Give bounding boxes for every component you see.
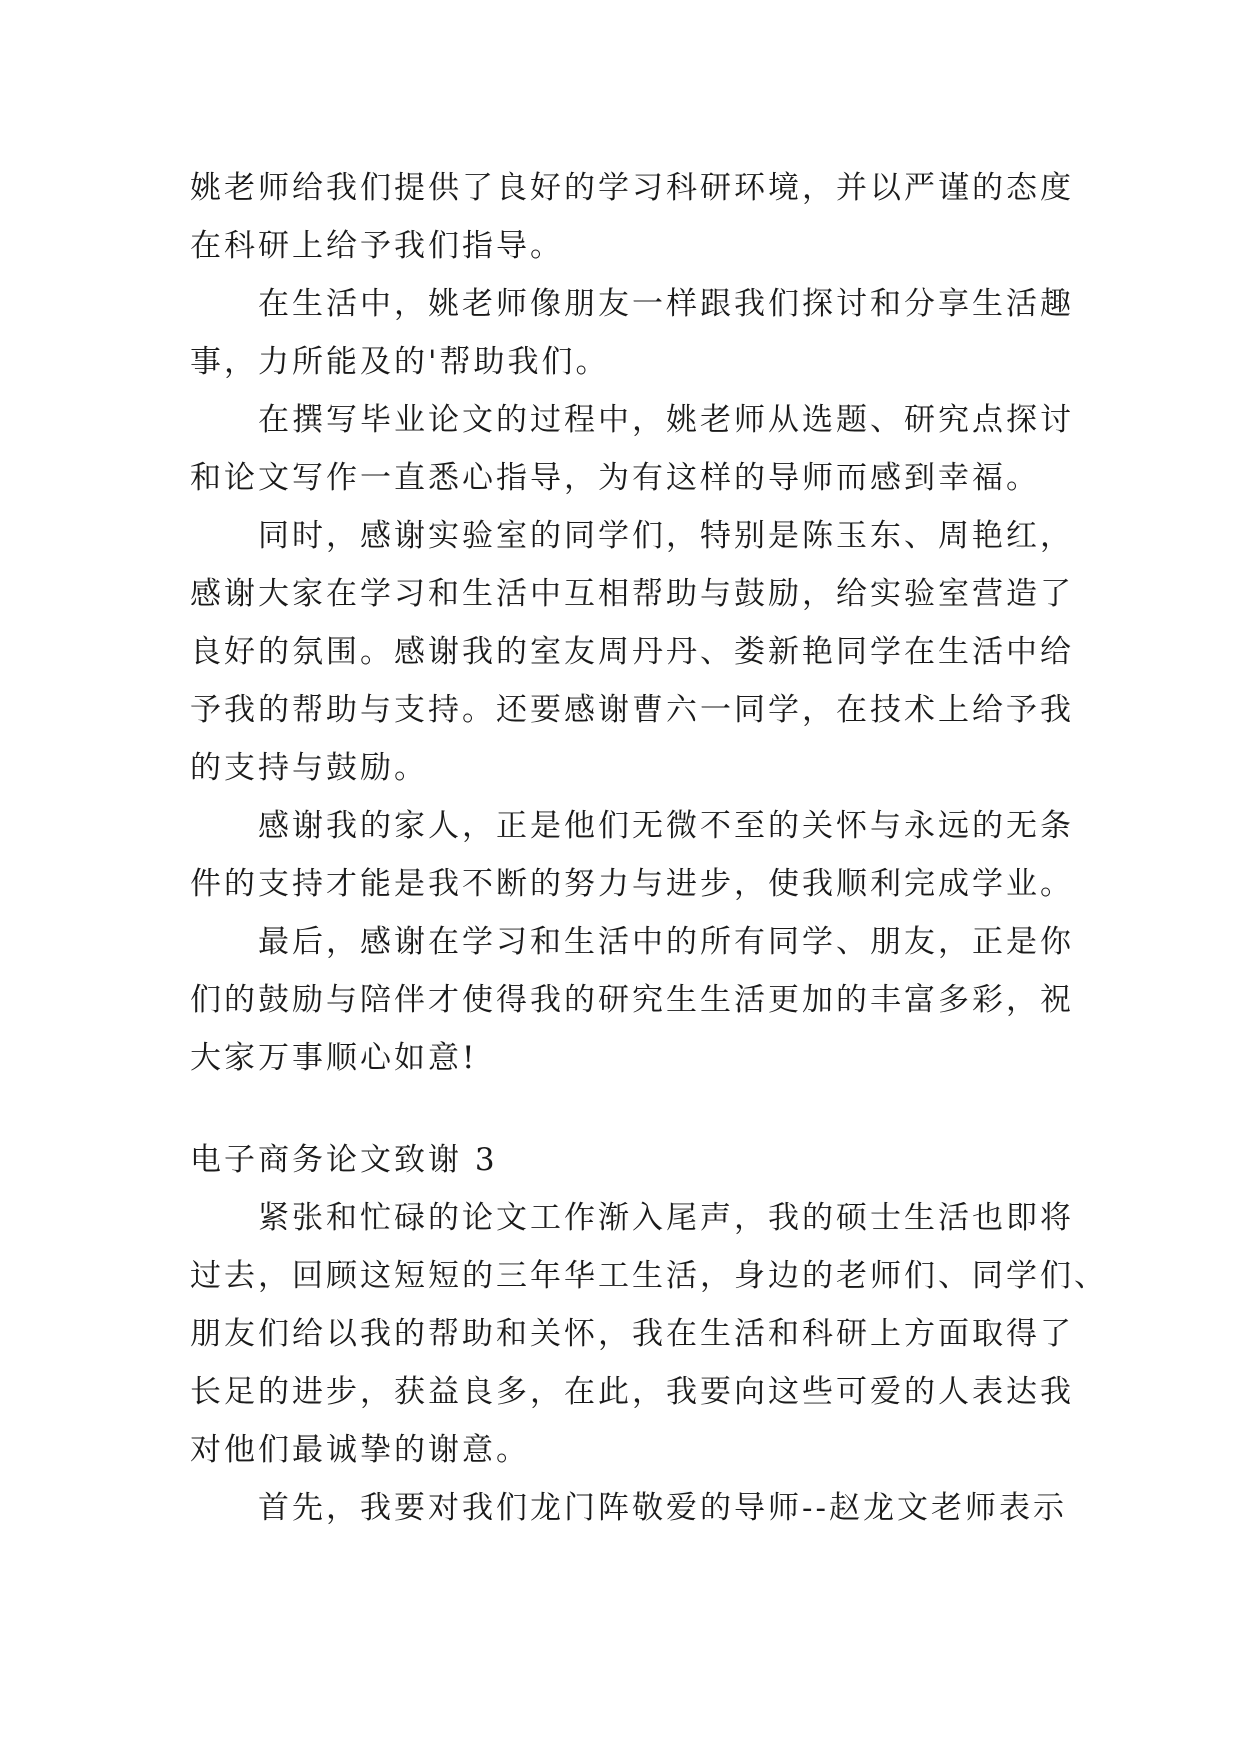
text-line: 们的鼓励与陪伴才使得我的研究生生活更加的丰富多彩，祝 [190, 982, 1074, 1018]
text-line: 朋友们给以我的帮助和关怀，我在生活和科研上方面取得了 [190, 1316, 1074, 1352]
paragraph-3 [190, 391, 1074, 507]
paragraph-2 [190, 275, 1074, 391]
paragraph-6 [190, 913, 1074, 1087]
text-line: 姚老师给我们提供了良好的学习科研环境，并以严谨的态度 [190, 170, 1074, 206]
paragraph-4 [190, 507, 1074, 797]
text-line: 大家万事顺心如意! [190, 1040, 478, 1076]
text-line: 长足的进步，获益良多，在此，我要向这些可爱的人表达我 [190, 1374, 1074, 1410]
paragraph-8 [190, 1479, 1067, 1537]
text-line: 同时，感谢实验室的同学们，特别是陈玉东、周艳红， [258, 518, 1074, 554]
text-line: 最后，感谢在学习和生活中的所有同学、朋友，正是你 [258, 924, 1074, 960]
text-line: 紧张和忙碌的论文工作渐入尾声，我的硕士生活也即将 [258, 1200, 1074, 1236]
paragraph-7 [190, 1189, 1108, 1479]
section-title: 电子商务论文致谢 3 [190, 1142, 498, 1178]
paragraph-1 [190, 159, 1074, 275]
text-line: 感谢大家在学习和生活中互相帮助与鼓励，给实验室营造了 [190, 576, 1074, 612]
text-line: 感谢我的家人，正是他们无微不至的关怀与永远的无条 [258, 808, 1074, 844]
text-line: 过去，回顾这短短的三年华工生活，身边的老师们、同学们、 [190, 1258, 1108, 1294]
text-line: 在撰写毕业论文的过程中，姚老师从选题、研究点探讨 [258, 402, 1074, 438]
text-line: 的支持与鼓励。 [190, 750, 428, 786]
text-line: 在生活中，姚老师像朋友一样跟我们探讨和分享生活趣 [258, 286, 1074, 322]
text-line: 事，力所能及的'帮助我们。 [190, 344, 610, 380]
text-line: 在科研上给予我们指导。 [190, 228, 564, 264]
text-line: 予我的帮助与支持。还要感谢曹六一同学，在技术上给予我 [190, 692, 1074, 728]
text-line: 和论文写作一直悉心指导，为有这样的导师而感到幸福。 [190, 460, 1040, 496]
document-body [190, 159, 1108, 1537]
text-line: 对他们最诚挚的谢意。 [190, 1432, 530, 1468]
text-line: 良好的氛围。感谢我的室友周丹丹、娄新艳同学在生活中给 [190, 634, 1074, 670]
paragraph-5 [190, 797, 1074, 913]
text-line: 件的支持才能是我不断的努力与进步，使我顺利完成学业。 [190, 866, 1074, 902]
text-line: 首先，我要对我们龙门阵敬爱的导师--赵龙文老师表示 [258, 1490, 1067, 1526]
